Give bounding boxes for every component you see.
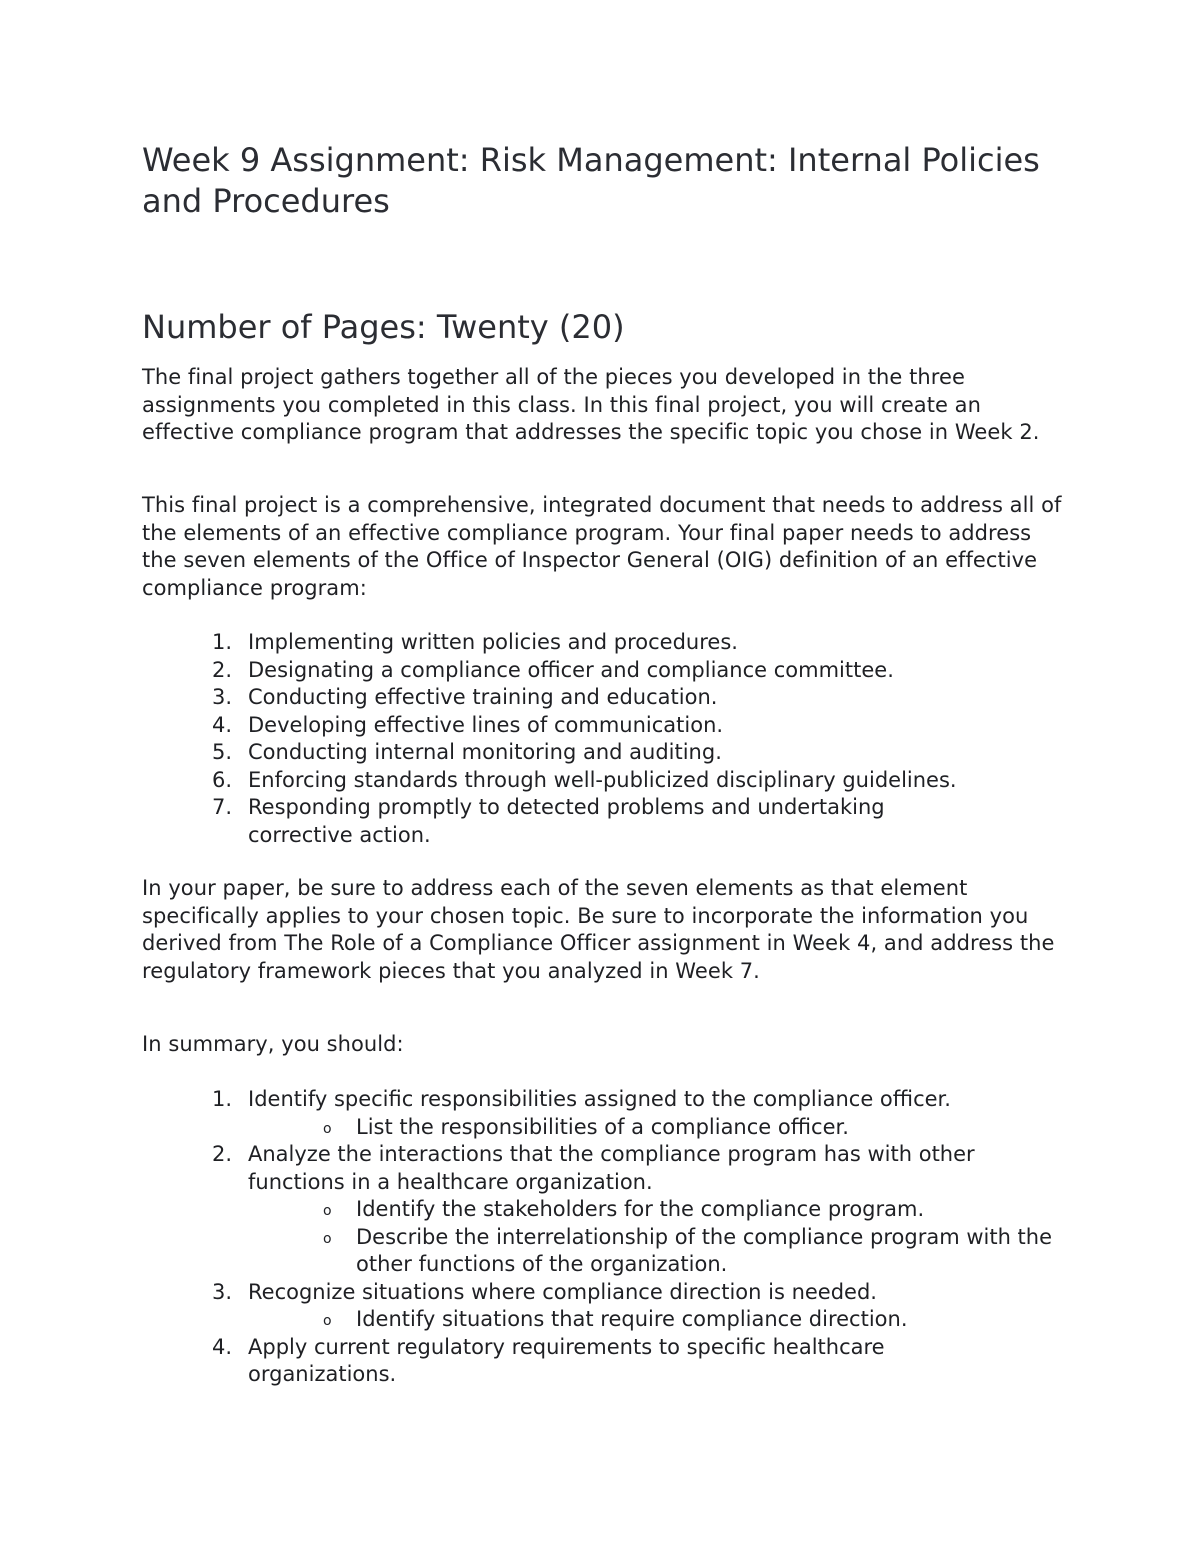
- list-number: 7.: [212, 795, 233, 819]
- list-item: [142, 794, 968, 849]
- list-number: 1.: [212, 630, 233, 654]
- list-text: Recognize situations where compliance direction is needed.: [248, 1279, 877, 1304]
- list-item: [142, 1279, 1072, 1307]
- sub-list-item: [142, 1224, 1072, 1279]
- list-text: Implementing written policies and procedures.: [248, 630, 738, 654]
- paragraph-elements-intro: This final project is a comprehensive, integrated document that needs to address all of the elements of an effective compliance program. Your final paper needs to address the seven elements of the Office of Inspector General (OIG) definition of an effective compliance program:: [142, 493, 1062, 600]
- summary-intro: In summary, you should:: [142, 1032, 404, 1056]
- list-number: 2.: [212, 1142, 233, 1166]
- document-title: Week 9 Assignment: Risk Management: Internal Policies and Procedures: [142, 141, 1040, 220]
- sub-bullet: o: [323, 1120, 332, 1137]
- list-item: [142, 739, 1072, 767]
- list-number: 5.: [212, 740, 233, 764]
- document-page: [142, 140, 1072, 1386]
- list-text: Developing effective lines of communication.: [248, 712, 724, 737]
- list-number: 4.: [212, 712, 233, 737]
- sub-bullet: o: [323, 1230, 332, 1247]
- list-text: Enforcing standards through well-publicized disciplinary guidelines.: [248, 767, 957, 792]
- list-text: Conducting internal monitoring and auditing.: [248, 740, 722, 764]
- list-number: 3.: [212, 685, 233, 709]
- list-item: [142, 1334, 988, 1389]
- summary-list: [142, 1086, 1072, 1389]
- list-item: [142, 684, 1072, 712]
- list-item: [142, 1141, 1008, 1196]
- list-item: [142, 712, 1072, 740]
- sub-bullet: o: [323, 1203, 332, 1219]
- list-item: [142, 657, 1072, 685]
- list-number: 1.: [212, 1087, 233, 1111]
- list-text: Analyze the interactions that the compliance program has with other functions in a healthcare organization.: [248, 1142, 975, 1194]
- list-text: Identify specific responsibilities assigned to the compliance officer.: [248, 1087, 951, 1111]
- list-number: 6.: [212, 767, 233, 792]
- sub-list-text: Describe the interrelationship of the compliance program with the other functions of the organization.: [356, 1224, 1053, 1276]
- list-item: [142, 1086, 1072, 1114]
- sub-list-text: Identify the stakeholders for the compliance program.: [356, 1197, 925, 1221]
- list-text: Conducting effective training and education.: [248, 685, 718, 709]
- list-item: [142, 767, 1072, 795]
- sub-list-item: [142, 1114, 1072, 1142]
- sub-list-text: List the responsibilities of a compliance officer.: [356, 1114, 849, 1139]
- paragraph-intro: The final project gathers together all of the pieces you developed in the three assignments you completed in this class. In this final project, you will create an effective compliance program that addresses the specific topic you chose in Week 2.: [142, 365, 1040, 444]
- elements-list: [142, 629, 1072, 849]
- pages-heading: Number of Pages: Twenty (20): [142, 308, 625, 346]
- paragraph-address-elements: In your paper, be sure to address each of the seven elements as that element specifically applies to your chosen topic. Be sure to incorporate the information you derived from The Role of a Compliance Officer assignment in Week 4, and address the regulatory framework pieces that you analyzed in Week 7.: [142, 876, 1055, 983]
- list-item: [142, 629, 1072, 657]
- sub-list-item: [142, 1196, 1072, 1224]
- sub-list-item: [142, 1306, 1072, 1334]
- sub-list-text: Identify situations that require compliance direction.: [356, 1307, 908, 1331]
- list-text: Apply current regulatory requirements to specific healthcare organizations.: [248, 1334, 885, 1386]
- list-text: Designating a compliance officer and compliance committee.: [248, 657, 894, 682]
- list-number: 3.: [212, 1279, 233, 1304]
- sub-bullet: o: [323, 1313, 332, 1329]
- list-number: 4.: [212, 1334, 233, 1359]
- list-text: Responding promptly to detected problems and undertaking corrective action.: [248, 795, 885, 847]
- list-number: 2.: [212, 657, 233, 682]
